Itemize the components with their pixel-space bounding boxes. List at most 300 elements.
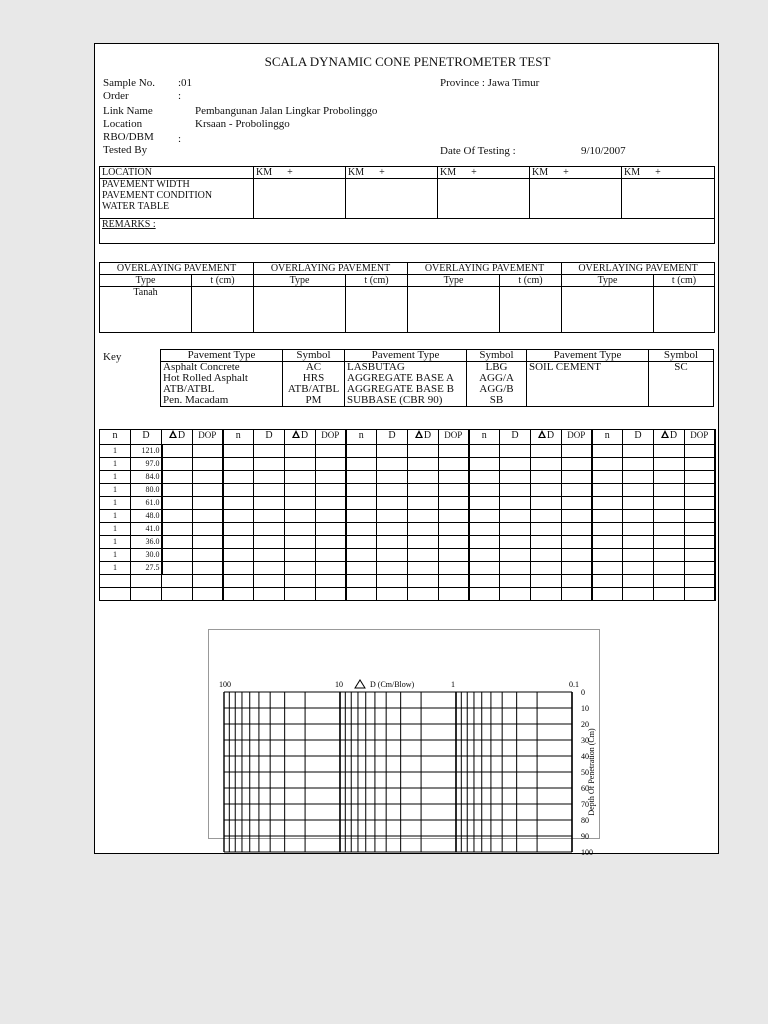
- dcp-row: [100, 523, 715, 536]
- dcp-cell: [285, 458, 316, 471]
- y-tick-label: 30: [581, 736, 589, 745]
- dcp-cell: [592, 445, 623, 458]
- dcp-cell: [439, 549, 469, 562]
- delta-d-header: [531, 430, 562, 445]
- dcp-cell: [500, 549, 531, 562]
- dop-header: DOP: [685, 430, 715, 445]
- dcp-cell: [531, 497, 562, 510]
- dcp-cell: [562, 445, 592, 458]
- dcp-cell: [408, 549, 439, 562]
- dcp-cell: [408, 510, 439, 523]
- x-tick-label: 100: [219, 680, 231, 689]
- depth-reading: 61.0: [131, 497, 162, 510]
- dcp-cell: [408, 497, 439, 510]
- dcp-cell: [223, 588, 254, 601]
- x-tick-label: 0.1: [569, 680, 579, 689]
- dcp-cell: [162, 471, 193, 484]
- dcp-cell: [500, 484, 531, 497]
- key-symbol: [649, 373, 714, 384]
- dcp-cell: [592, 471, 623, 484]
- delta-d-label: D: [300, 430, 309, 441]
- dcp-cell: [531, 523, 562, 536]
- overlay-header: OVERLAYING PAVEMENT: [562, 263, 715, 275]
- n-header: n: [592, 430, 623, 445]
- water-table-label: WATER TABLE: [102, 201, 170, 212]
- dcp-cell: [469, 588, 500, 601]
- dcp-cell: [162, 562, 193, 575]
- dcp-cell: [377, 575, 408, 588]
- dcp-cell: [685, 549, 715, 562]
- dcp-cell: [408, 562, 439, 575]
- dcp-cell: [439, 497, 469, 510]
- dcp-cell: [623, 484, 654, 497]
- dcp-cell: [254, 523, 285, 536]
- type-header: Type: [408, 275, 500, 287]
- dcp-cell: [346, 458, 377, 471]
- dcp-cell: [193, 549, 223, 562]
- dcp-row: [100, 484, 715, 497]
- dcp-cell: [654, 536, 685, 549]
- blow-count: 1: [100, 445, 131, 458]
- depth-reading: 27.5: [131, 562, 162, 575]
- pavement-info-cell: [346, 179, 438, 219]
- depth-reading: 80.0: [131, 484, 162, 497]
- location-table: [99, 166, 715, 244]
- dcp-cell: [654, 484, 685, 497]
- key-table: [160, 349, 714, 407]
- dcp-cell: [285, 549, 316, 562]
- dcp-cell: [469, 536, 500, 549]
- dcp-cell: [439, 458, 469, 471]
- dcp-cell: [223, 549, 254, 562]
- d-header: D: [131, 430, 162, 445]
- dcp-cell: [500, 575, 531, 588]
- dcp-cell: [131, 575, 162, 588]
- n-header: n: [100, 430, 131, 445]
- dcp-row: [100, 458, 715, 471]
- overlay-cell: [192, 287, 254, 333]
- dcp-cell: [377, 510, 408, 523]
- dcp-cell: [131, 588, 162, 601]
- dcp-cell: [469, 484, 500, 497]
- dcp-cell: [377, 562, 408, 575]
- type-header: Type: [254, 275, 346, 287]
- link-name-label: Link Name: [103, 105, 153, 117]
- tested-by-label: Tested By: [103, 144, 148, 156]
- dcp-cell: [500, 588, 531, 601]
- dcp-cell: [316, 471, 346, 484]
- dcp-cell: [562, 536, 592, 549]
- dcp-cell: [346, 588, 377, 601]
- dcp-cell: [469, 549, 500, 562]
- overlay-cell: [654, 287, 715, 333]
- dcp-cell: [469, 562, 500, 575]
- dcp-cell: [254, 458, 285, 471]
- key-type: SUBBASE (CBR 90): [345, 395, 467, 407]
- dcp-cell: [469, 575, 500, 588]
- dop-header: DOP: [439, 430, 469, 445]
- pavement-info-cell: [530, 179, 622, 219]
- dcp-cell: [685, 536, 715, 549]
- dcp-cell: [469, 458, 500, 471]
- thickness-header: t (cm): [346, 275, 408, 287]
- dcp-cell: [254, 536, 285, 549]
- dcp-cell: [162, 458, 193, 471]
- key-symbol: PM: [283, 395, 345, 407]
- location-header: LOCATION: [100, 167, 254, 179]
- key-type: Hot Rolled Asphalt: [161, 373, 283, 384]
- dcp-cell: [592, 458, 623, 471]
- delta-d-header: [408, 430, 439, 445]
- dcp-cell: [193, 588, 223, 601]
- key-type: AGGREGATE BASE B: [345, 384, 467, 395]
- dcp-row: [100, 588, 715, 601]
- dcp-cell: [531, 445, 562, 458]
- key-col-type: Pavement Type: [527, 350, 649, 362]
- blow-count: 1: [100, 497, 131, 510]
- dcp-cell: [623, 510, 654, 523]
- dcp-cell: [346, 575, 377, 588]
- thickness-header: t (cm): [654, 275, 715, 287]
- blow-count: 1: [100, 549, 131, 562]
- dcp-cell: [469, 510, 500, 523]
- d-header: D: [254, 430, 285, 445]
- dcp-cell: [531, 536, 562, 549]
- dcp-cell: [285, 575, 316, 588]
- dcp-cell: [316, 549, 346, 562]
- dcp-cell: [346, 471, 377, 484]
- n-header: n: [469, 430, 500, 445]
- rbo-value: :: [178, 133, 182, 145]
- dcp-cell: [316, 484, 346, 497]
- dcp-cell: [562, 549, 592, 562]
- dcp-cell: [377, 549, 408, 562]
- depth-reading: 41.0: [131, 523, 162, 536]
- dcp-cell: [254, 497, 285, 510]
- type-value: Tanah: [100, 287, 192, 333]
- dcp-cell: [439, 562, 469, 575]
- dcp-cell: [439, 510, 469, 523]
- remarks-label: REMARKS :: [102, 219, 156, 230]
- pavement-info-labels: [100, 179, 254, 219]
- dcp-cell: [346, 484, 377, 497]
- dcp-cell: [469, 523, 500, 536]
- key-type: AGGREGATE BASE A: [345, 373, 467, 384]
- dcp-cell: [408, 536, 439, 549]
- sample-no-value: :01: [178, 77, 193, 89]
- dcp-cell: [316, 588, 346, 601]
- delta-d-label: D: [177, 430, 186, 441]
- dcp-cell: [623, 471, 654, 484]
- dcp-cell: [223, 536, 254, 549]
- overlay-header: OVERLAYING PAVEMENT: [100, 263, 254, 275]
- dcp-cell: [439, 445, 469, 458]
- blow-count: 1: [100, 471, 131, 484]
- delta-d-header: [285, 430, 316, 445]
- dcp-cell: [285, 484, 316, 497]
- blow-count: 1: [100, 510, 131, 523]
- delta-d-label: D: [423, 430, 432, 441]
- x-tick-label: 1: [451, 680, 455, 689]
- type-header: Type: [562, 275, 654, 287]
- key-type: Asphalt Concrete: [161, 362, 283, 374]
- dcp-cell: [562, 458, 592, 471]
- dcp-cell: [592, 497, 623, 510]
- d-header: D: [623, 430, 654, 445]
- key-col-type: Pavement Type: [345, 350, 467, 362]
- key-label: Key: [103, 351, 122, 363]
- dcp-cell: [531, 549, 562, 562]
- dcp-cell: [562, 510, 592, 523]
- dcp-cell: [500, 458, 531, 471]
- dcp-cell: [408, 588, 439, 601]
- dcp-cell: [223, 458, 254, 471]
- dcp-cell: [500, 445, 531, 458]
- dcp-cell: [500, 510, 531, 523]
- dcp-cell: [377, 536, 408, 549]
- dcp-cell: [500, 523, 531, 536]
- dcp-cell: [254, 484, 285, 497]
- dop-header: DOP: [316, 430, 346, 445]
- dcp-cell: [592, 484, 623, 497]
- dcp-cell: [592, 523, 623, 536]
- dcp-cell: [100, 588, 131, 601]
- chart-grid: [224, 692, 572, 852]
- dcp-cell: [439, 484, 469, 497]
- order-label: Order: [103, 90, 129, 102]
- dcp-cell: [408, 458, 439, 471]
- dop-header: DOP: [562, 430, 592, 445]
- dcp-cell: [254, 471, 285, 484]
- dcp-row: [100, 562, 715, 575]
- dcp-cell: [623, 575, 654, 588]
- key-type: [527, 373, 649, 384]
- dcp-cell: [562, 523, 592, 536]
- overlay-cell: [346, 287, 408, 333]
- key-type: SOIL CEMENT: [527, 362, 649, 374]
- depth-reading: 121.0: [131, 445, 162, 458]
- dcp-cell: [439, 471, 469, 484]
- dcp-cell: [346, 562, 377, 575]
- overlay-cell: [500, 287, 562, 333]
- thickness-header: t (cm): [500, 275, 562, 287]
- dcp-cell: [685, 562, 715, 575]
- dcp-cell: [377, 458, 408, 471]
- dcp-cell: [346, 536, 377, 549]
- dcp-cell: [223, 510, 254, 523]
- dcp-cell: [500, 497, 531, 510]
- dcp-cell: [193, 562, 223, 575]
- pavement-condition-label: PAVEMENT CONDITION: [102, 190, 213, 201]
- delta-icon: [292, 430, 300, 438]
- dcp-cell: [346, 523, 377, 536]
- key-symbol: AGG/B: [467, 384, 527, 395]
- dcp-cell: [685, 575, 715, 588]
- dcp-cell: [439, 588, 469, 601]
- dcp-cell: [223, 562, 254, 575]
- y-tick-label: 40: [581, 752, 589, 761]
- depth-reading: 48.0: [131, 510, 162, 523]
- dcp-cell: [408, 484, 439, 497]
- y-tick-label: 70: [581, 800, 589, 809]
- dcp-cell: [500, 536, 531, 549]
- page-title: SCALA DYNAMIC CONE PENETROMETER TEST: [264, 54, 551, 69]
- dcp-cell: [623, 445, 654, 458]
- key-symbol: AC: [283, 362, 345, 374]
- dcp-cell: [592, 562, 623, 575]
- delta-d-header: [654, 430, 685, 445]
- delta-icon: [538, 430, 546, 438]
- dcp-cell: [685, 497, 715, 510]
- dcp-cell: [377, 471, 408, 484]
- dcp-cell: [193, 575, 223, 588]
- dcp-cell: [193, 445, 223, 458]
- dcp-cell: [654, 588, 685, 601]
- y-tick-label: 60: [581, 784, 589, 793]
- y-tick-label: 50: [581, 768, 589, 777]
- dcp-cell: [377, 445, 408, 458]
- key-col-symbol: Symbol: [467, 350, 527, 362]
- delta-icon: [415, 430, 423, 438]
- y-tick-label: 100: [581, 848, 593, 857]
- n-header: n: [223, 430, 254, 445]
- dcp-cell: [592, 575, 623, 588]
- dcp-cell: [439, 523, 469, 536]
- dcp-chart-frame: [208, 629, 600, 857]
- dcp-cell: [685, 523, 715, 536]
- n-header: n: [346, 430, 377, 445]
- dcp-cell: [685, 471, 715, 484]
- overlay-table: [99, 262, 715, 333]
- dcp-cell: [193, 471, 223, 484]
- key-symbol: SB: [467, 395, 527, 407]
- dcp-cell: [685, 458, 715, 471]
- dcp-cell: [623, 458, 654, 471]
- depth-reading: 30.0: [131, 549, 162, 562]
- dcp-row: [100, 445, 715, 458]
- dcp-cell: [654, 523, 685, 536]
- dcp-cell: [685, 510, 715, 523]
- dcp-cell: [285, 471, 316, 484]
- dcp-cell: [254, 510, 285, 523]
- pavement-info-cell: [254, 179, 346, 219]
- dcp-cell: [408, 471, 439, 484]
- dcp-cell: [531, 588, 562, 601]
- sample-no-label: Sample No.: [103, 77, 155, 89]
- key-symbol: [649, 395, 714, 407]
- dcp-cell: [562, 471, 592, 484]
- dcp-cell: [193, 510, 223, 523]
- blow-count: 1: [100, 484, 131, 497]
- dcp-cell: [408, 575, 439, 588]
- y-tick-label: 20: [581, 720, 589, 729]
- y-tick-label: 0: [581, 688, 585, 697]
- dcp-cell: [346, 445, 377, 458]
- overlay-cell: [562, 287, 654, 333]
- dcp-cell: [685, 588, 715, 601]
- key-symbol: LBG: [467, 362, 527, 374]
- key-type: LASBUTAG: [345, 362, 467, 374]
- pavement-width-label: PAVEMENT WIDTH: [102, 179, 190, 190]
- dcp-cell: [254, 588, 285, 601]
- dcp-cell: [623, 523, 654, 536]
- delta-d-label: D: [546, 430, 555, 441]
- delta-d-label: D: [669, 430, 678, 441]
- dcp-cell: [223, 445, 254, 458]
- dcp-cell: [285, 445, 316, 458]
- dcp-cell: [285, 510, 316, 523]
- key-symbol: SC: [649, 362, 714, 374]
- dcp-cell: [316, 575, 346, 588]
- key-type: [527, 384, 649, 395]
- test-sheet: [94, 43, 719, 857]
- dcp-cell: [316, 445, 346, 458]
- order-value: :: [178, 90, 182, 102]
- dcp-cell: [562, 562, 592, 575]
- type-header: Type: [100, 275, 192, 287]
- dcp-row: [100, 549, 715, 562]
- dcp-cell: [377, 523, 408, 536]
- y-tick-label: 90: [581, 832, 589, 841]
- dcp-cell: [100, 575, 131, 588]
- blow-count: 1: [100, 536, 131, 549]
- dcp-cell: [162, 523, 193, 536]
- dcp-cell: [223, 471, 254, 484]
- dcp-cell: [469, 445, 500, 458]
- dcp-cell: [193, 484, 223, 497]
- dcp-cell: [654, 497, 685, 510]
- delta-d-header: [162, 430, 193, 445]
- dcp-reading-table: [99, 429, 716, 601]
- dcp-cell: [500, 471, 531, 484]
- blow-count: 1: [100, 562, 131, 575]
- dcp-cell: [162, 588, 193, 601]
- dcp-cell: [316, 562, 346, 575]
- dcp-cell: [254, 562, 285, 575]
- dcp-cell: [223, 497, 254, 510]
- location-label: Location: [103, 118, 143, 130]
- dcp-cell: [531, 510, 562, 523]
- dcp-row: [100, 575, 715, 588]
- dcp-cell: [377, 497, 408, 510]
- key-symbol: ATB/ATBL: [283, 384, 345, 395]
- overlay-header: OVERLAYING PAVEMENT: [408, 263, 562, 275]
- dcp-cell: [377, 588, 408, 601]
- delta-icon: [661, 430, 669, 438]
- dcp-cell: [162, 484, 193, 497]
- key-symbol: HRS: [283, 373, 345, 384]
- dcp-cell: [316, 497, 346, 510]
- thickness-header: t (cm): [192, 275, 254, 287]
- dcp-cell: [254, 445, 285, 458]
- chart-title: D (Cm/Blow): [370, 680, 415, 689]
- dcp-cell: [408, 445, 439, 458]
- dcp-cell: [162, 575, 193, 588]
- delta-icon: [169, 430, 177, 438]
- key-type: Pen. Macadam: [161, 395, 283, 407]
- dcp-row: [100, 497, 715, 510]
- km-cell: KM +: [254, 167, 346, 179]
- dcp-cell: [531, 471, 562, 484]
- depth-reading: 84.0: [131, 471, 162, 484]
- overlay-cell: [408, 287, 500, 333]
- dcp-cell: [500, 562, 531, 575]
- dcp-cell: [592, 588, 623, 601]
- dcp-cell: [654, 549, 685, 562]
- dcp-cell: [531, 484, 562, 497]
- km-cell: KM +: [438, 167, 530, 179]
- dcp-cell: [223, 575, 254, 588]
